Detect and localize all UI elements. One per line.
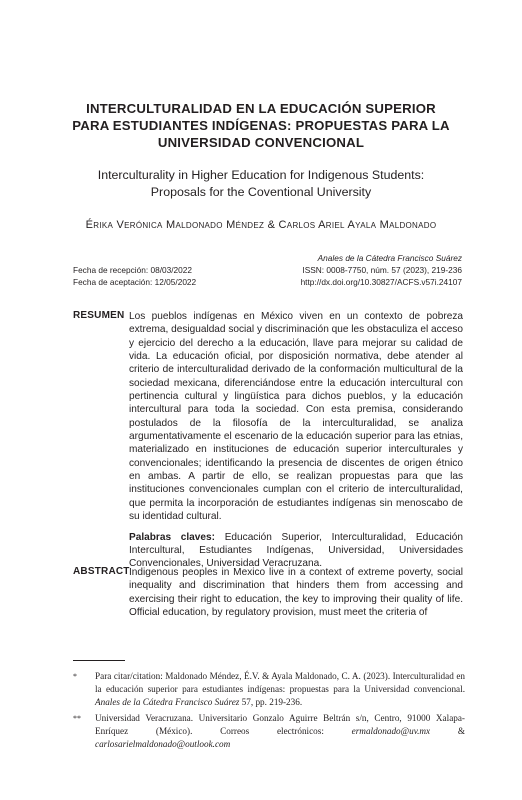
email-link[interactable]: carlosarielmaldonado@outlook.com [95, 739, 231, 750]
received-date: Fecha de recepción: 08/03/2022 [73, 265, 193, 275]
footnote-affiliation [73, 712, 465, 752]
footnote-mark: * [73, 672, 77, 681]
citation-pages: 57, pp. 219-236. [241, 697, 303, 708]
citation-journal: Anales de la Cátedra Francisco Suárez [95, 697, 240, 708]
english-title [40, 167, 482, 201]
footnote-citation [73, 670, 465, 710]
subtitle-line: Interculturality in Higher Education for Indigenous Students: [97, 168, 425, 182]
resumen-label: RESUMEN [73, 310, 125, 321]
authors: Érika Verónica Maldonado Méndez & Carlos Ariel Ayala Maldonado [85, 219, 437, 231]
keywords-text: Educación Superior, Interculturalidad, Educación Intercultural, Estudiantes Indígenas, Universidad, Universidades Convencionales, Universidad Veracruzana. [129, 531, 464, 570]
title-line: PARA ESTUDIANTES INDÍGENAS: PROPUESTAS PARA LA [72, 118, 450, 133]
journal-doi[interactable]: http://dx.doi.org/10.30827/ACFS.v57i.24107 [300, 277, 462, 287]
journal-info [301, 252, 462, 288]
title-line: UNIVERSIDAD CONVENCIONAL [157, 135, 365, 150]
resumen-body [129, 310, 463, 571]
accepted-date: Fecha de aceptación: 12/05/2022 [73, 277, 197, 287]
resumen-text: Los pueblos indígenas en México viven en un contexto de pobreza extrema, desigualdad social y discriminación que les obstaculiza el acceso y ejercicio del derecho a la educación, llave para mejorar su calidad de vida. La educación oficial, por disposición normativa, debe atender al criterio de interculturalidad derivado de la conformación multicultural de la sociedad mexicana, diferenciándose entre la educación intercultural con pertinencia cultural y lingüística para dichos pueblos, y la educación intercultural para toda la sociedad. Con esta premisa, considerando postulados de la filosofía de la interculturalidad, se analiza argumentativamente el escenario de la educación superior para las etnias, materializado en instituciones de educación superior interculturales y convencionales; identificando la presencia de discentes de origen étnico en ambas. A partir de ello, se realizan propuestas para que las instituciones convencionales cumplan con el criterio de interculturalidad, que permita la incorporación de estudiantes indígenas sin menoscabo de su identidad cultural. [129, 311, 463, 523]
article-title [40, 100, 482, 151]
email-link[interactable]: ermaldonado@uv.mx [351, 726, 431, 737]
submission-dates [73, 264, 196, 288]
keywords-label: Palabras claves: [129, 531, 215, 543]
title-line: INTERCULTURALIDAD EN LA EDUCACIÓN SUPERIOR [86, 101, 436, 116]
subtitle-line: Proposals for the Coventional University [150, 185, 372, 199]
affiliation-text: Universidad Veracruzana. Universitario Gonzalo Aguirre Beltrán s/n, Centro, 91000 Xalapa-Enríquez (México). Correos electrónicos: [95, 713, 465, 737]
footnote-divider [73, 660, 125, 661]
ampersand: & [457, 726, 466, 737]
citation-text: Para citar/citation: Maldonado Méndez, É.V. & Ayala Maldonado, C. A. (2023). Interculturalidad en la educación superior para estudiantes indígenas: propuestas para la Universidad convencional. [95, 671, 465, 695]
footnote-text [73, 712, 465, 752]
keywords [129, 531, 463, 571]
abstract-label: ABSTRACT [73, 566, 130, 577]
footnote-text [73, 670, 465, 710]
journal-issn: ISSN: 0008-7750, núm. 57 (2023), 219-236 [302, 265, 462, 275]
abstract-text: Indigenous peoples in Mexico live in a context of extreme poverty, social inequality and discrimination that hinders them from accessing and exercising their right to education, the key to improving their quality of life. Official education, by regulatory provision, must meet the criteria of [129, 567, 463, 619]
journal-name: Anales de la Cátedra Francisco Suárez [317, 253, 462, 263]
footnote-mark: ** [73, 714, 81, 723]
